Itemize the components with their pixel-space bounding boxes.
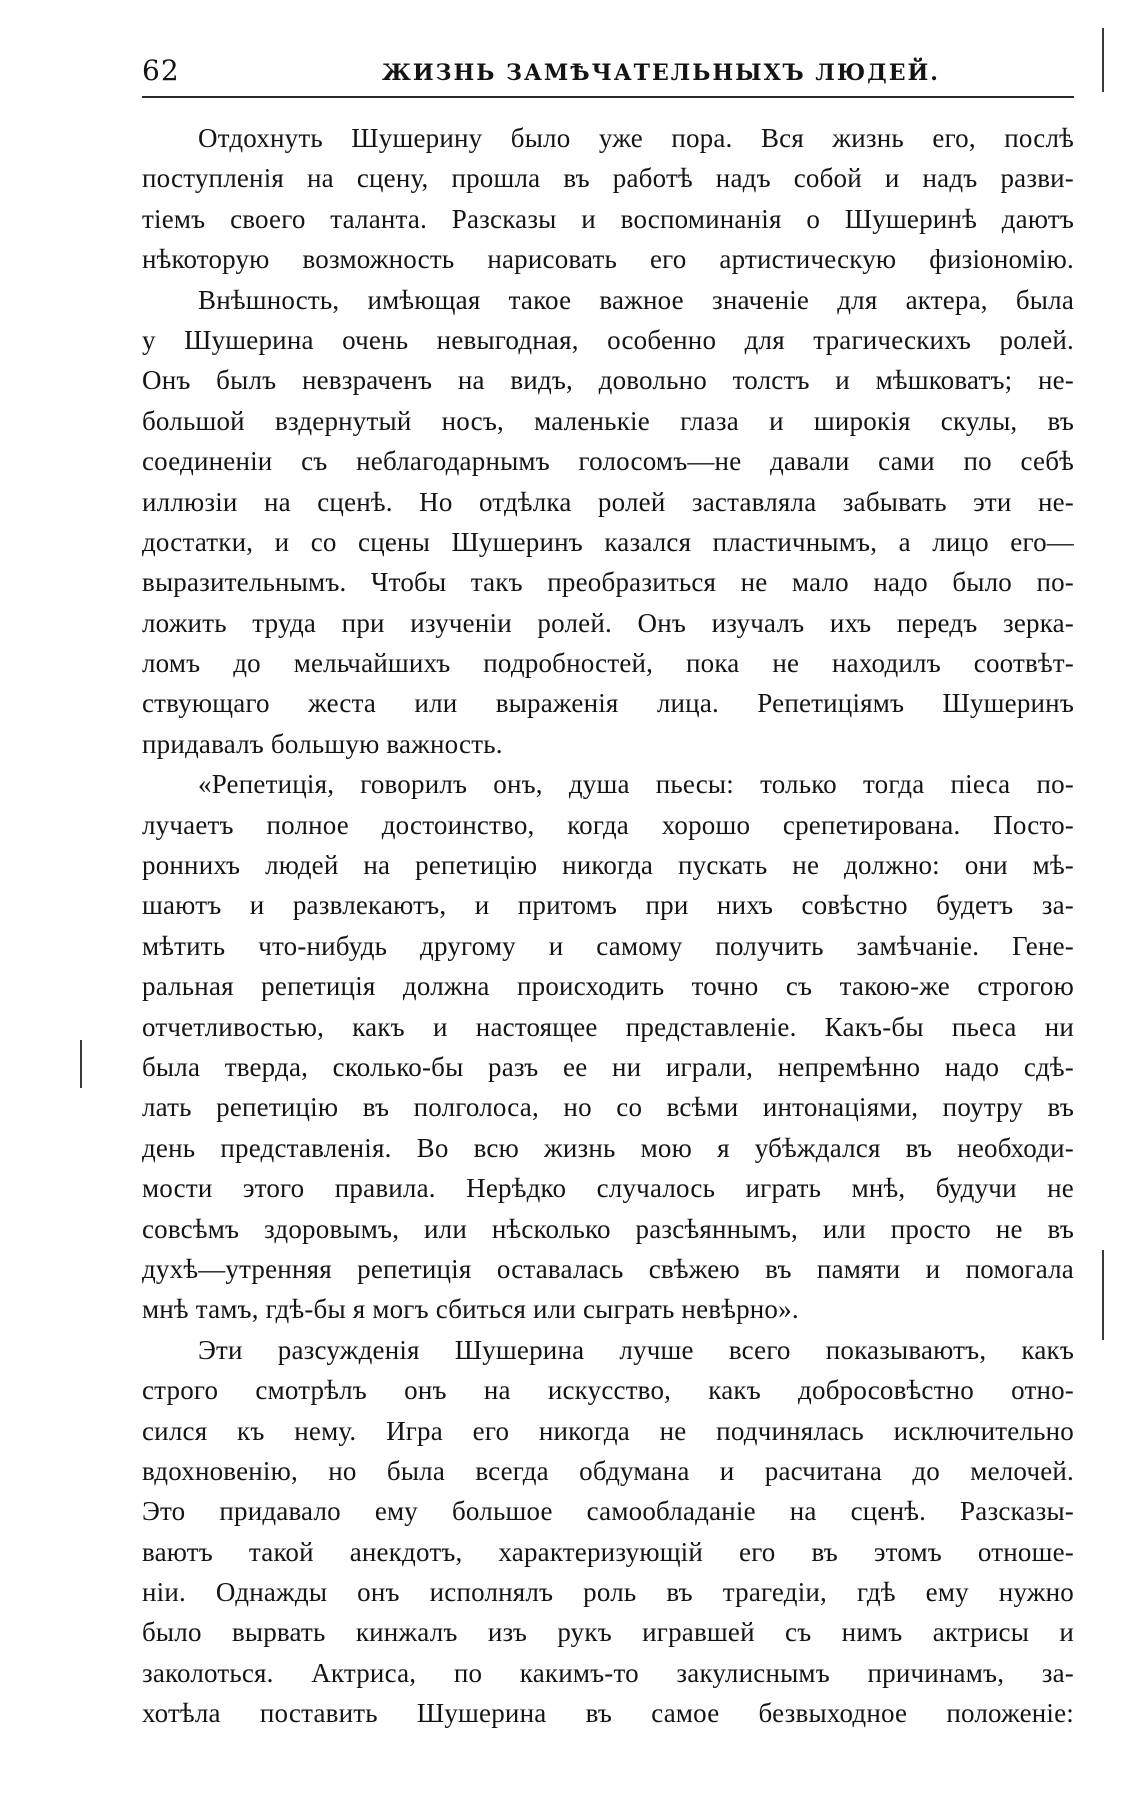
text-line: нѣкоторую возможность нарисовать его артистическую физіономію. [142, 244, 1074, 275]
running-title: ЖИЗНЬ ЗАМѢЧАТЕЛЬНЫХЪ ЛЮДЕЙ. [382, 60, 940, 86]
text-line: лать репетицію въ полголоса, но со всѣми интонаціями, поутру въ [142, 1092, 1074, 1123]
text-line: Эти разсужденія Шушерина лучше всего показываютъ, какъ [198, 1334, 1074, 1365]
margin-mark [80, 1040, 82, 1088]
text-line: заколоться. Актриса, по какимъ-то закулиснымъ причинамъ, за- [142, 1657, 1074, 1688]
body-text [142, 118, 1074, 1734]
text-line: большой вздернутый носъ, маленькіе глаза и широкія скулы, въ [142, 405, 1074, 436]
text-line: Онъ былъ невзраченъ на видъ, довольно толстъ и мѣшковатъ; не- [142, 365, 1074, 396]
text-line: совсѣмъ здоровымъ, или нѣсколько разсѣяннымъ, или просто не въ [142, 1213, 1074, 1244]
text-line: ломъ до мельчайшихъ подробностей, пока не находилъ соотвѣт- [142, 648, 1074, 679]
paragraph [142, 764, 1074, 1329]
text-line: сился къ нему. Игра его никогда не подчинялась исключительно [142, 1415, 1074, 1446]
text-line: духѣ—утренняя репетиція оставалась свѣжею въ памяти и помогала [142, 1253, 1074, 1284]
text-line: придавалъ большую важность. [142, 728, 503, 759]
paragraph [142, 1330, 1074, 1734]
paragraph [142, 280, 1074, 765]
text-line: достатки, и со сцены Шушеринъ казался пластичнымъ, а лицо его— [142, 526, 1074, 557]
text-line: хотѣла поставить Шушерина въ самое безвыходное положеніе: [142, 1698, 1074, 1729]
text-line: Отдохнуть Шушерину было уже пора. Вся жизнь его, послѣ [198, 123, 1074, 153]
margin-mark [1102, 1250, 1104, 1340]
text-line: поступленія на сцену, прошла въ работѣ надъ собой и надъ разви- [142, 163, 1074, 194]
text-line: ніи. Однажды онъ исполнялъ роль въ трагедіи, гдѣ ему нужно [142, 1577, 1074, 1608]
margin-mark [1102, 28, 1104, 92]
text-line: было вырвать кинжалъ изъ рукъ игравшей съ нимъ актрисы и [142, 1617, 1074, 1648]
text-line: соединеніи съ неблагодарнымъ голосомъ—не давали сами по себѣ [142, 446, 1074, 477]
text-line: ложить труда при изученіи ролей. Онъ изучалъ ихъ передъ зерка- [142, 607, 1074, 638]
text-line: шаютъ и развлекаютъ, и притомъ при нихъ совѣстно будетъ за- [142, 890, 1074, 921]
text-line: «Репетиція, говорилъ онъ, душа пьесы: только тогда піеса по- [198, 769, 1074, 800]
text-line: роннихъ людей на репетицію никогда пускать не должно: они мѣ- [142, 850, 1074, 881]
text-line: ральная репетиція должна происходить точно съ такою-же строгою [142, 971, 1074, 1002]
page-number: 62 [142, 54, 180, 87]
text-line: отчетливостью, какъ и настоящее представленіе. Какъ-бы пьеса ни [142, 1011, 1074, 1042]
text-line: тіемъ своего таланта. Разсказы и воспоминанія о Шушеринѣ даютъ [142, 203, 1074, 234]
header-rule [142, 96, 1074, 98]
text-line: строго смотрѣлъ онъ на искусство, какъ добросовѣстно отно- [142, 1375, 1074, 1406]
text-line: у Шушерина очень невыгодная, особенно для трагическихъ ролей. [142, 324, 1074, 355]
text-line: Внѣшность, имѣющая такое важное значеніе для актера, была [198, 284, 1074, 315]
text-line: мѣтить что-нибудь другому и самому получить замѣчаніе. Гене- [142, 930, 1074, 961]
text-line: лучаетъ полное достоинство, когда хорошо срепетирована. Посто- [142, 809, 1074, 840]
paragraph [142, 118, 1074, 280]
text-line: Это придавало ему большое самообладаніе на сценѣ. Разсказы- [142, 1496, 1074, 1527]
text-line: мнѣ тамъ, гдѣ-бы я могъ сбиться или сыграть невѣрно». [142, 1294, 799, 1325]
text-line: ствующаго жеста или выраженія лица. Репетиціямъ Шушеринъ [142, 688, 1074, 719]
text-line: вдохновенію, но была всегда обдумана и расчитана до мелочей. [142, 1455, 1074, 1486]
text-line: иллюзіи на сценѣ. Но отдѣлка ролей заставляла забывать эти не- [142, 486, 1074, 517]
text-line: день представленія. Во всю жизнь мою я убѣждался въ необходи- [142, 1132, 1074, 1163]
text-line: выразительнымъ. Чтобы такъ преобразиться не мало надо было по- [142, 567, 1074, 598]
text-line: была тверда, сколько-бы разъ ее ни играли, непремѣнно надо сдѣ- [142, 1051, 1074, 1082]
text-line: ваютъ такой анекдотъ, характеризующій его въ этомъ отноше- [142, 1536, 1074, 1567]
page-header [142, 48, 1074, 94]
text-line: мости этого правила. Нерѣдко случалось играть мнѣ, будучи не [142, 1173, 1074, 1204]
